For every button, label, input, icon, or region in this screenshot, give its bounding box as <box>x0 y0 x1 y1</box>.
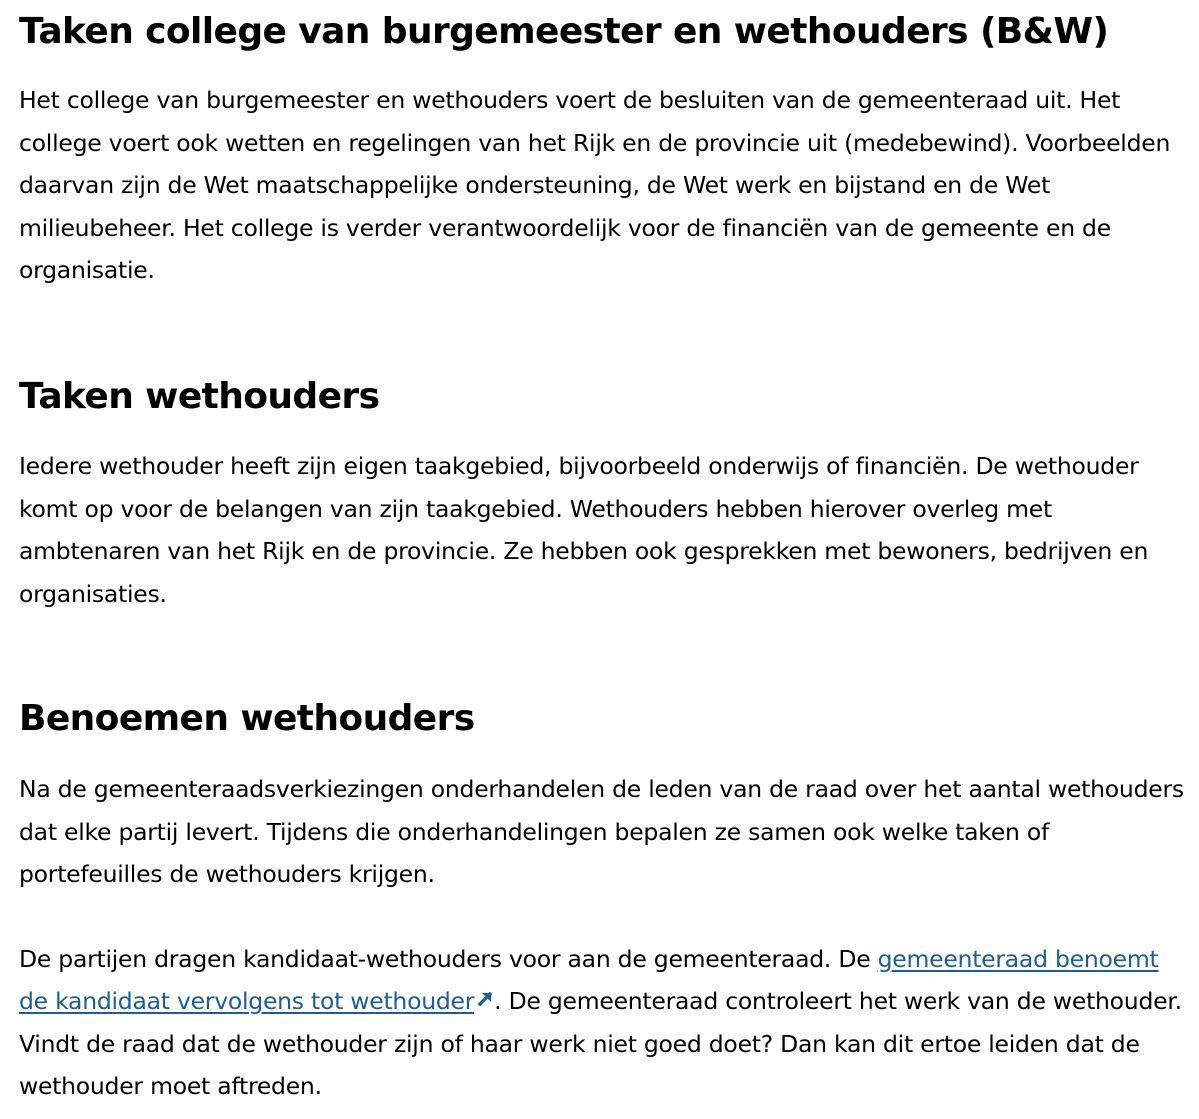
paragraph-college-tasks: Het college van burgemeester en wethouders voert de besluiten van de gemeenteraad uit. Het college voert ook wetten en regelingen van het Rijk en de provincie uit (medebewind). Voorbeelden daarvan zijn de Wet maatschappelijke ondersteuning, de Wet werk en bijstand en de Wet milieubeheer. Het college is verder verantwoordelijk voor de financiën van de gemeente en de organisatie. <box>19 86 1171 284</box>
link-text: gemeenteraad benoemt de kandidaat vervolgens tot wethouder <box>19 944 1159 1015</box>
heading-alderman-tasks: Taken wethouders <box>19 376 380 417</box>
paragraph-negotiations: Na de gemeenteraadsverkiezingen onderhandelen de leden van de raad over het aantal wethouders dat elke partij levert. Tijdens die onderhandelingen bepalen ze samen ook welke taken of portefeuilles de wethouders krijgen. <box>19 775 1184 888</box>
section-alderman-tasks <box>19 375 1189 615</box>
nomination-text-before: De partijen dragen kandidaat-wethouders voor aan de gemeenteraad. De <box>19 944 878 973</box>
paragraph-nomination <box>19 938 1189 1108</box>
paragraph-alderman-tasks: Iedere wethouder heeft zijn eigen taakgebied, bijvoorbeeld onderwijs of financiën. De wethouder komt op voor de belangen van zijn taakgebied. Wethouders hebben hierover overleg met ambtenaren van het Rijk en de provincie. Ze hebben ook gesprekken met bewoners, bedrijven en organisaties. <box>19 452 1149 608</box>
external-link-arrow-icon <box>476 990 494 1008</box>
section-appoint-aldermen <box>19 697 1189 1108</box>
section-college-tasks <box>19 10 1189 292</box>
heading-appoint-aldermen: Benoemen wethouders <box>19 698 475 739</box>
nomination-text-after: . De gemeenteraad controleert het werk van de wethouder. Vindt de raad dat de wethouder zijn of haar werk niet goed doet? Dan kan dit ertoe leiden dat de wethouder moet aftreden. <box>19 987 1182 1100</box>
heading-college-tasks: Taken college van burgemeester en wethouders (B&W) <box>19 11 1109 52</box>
